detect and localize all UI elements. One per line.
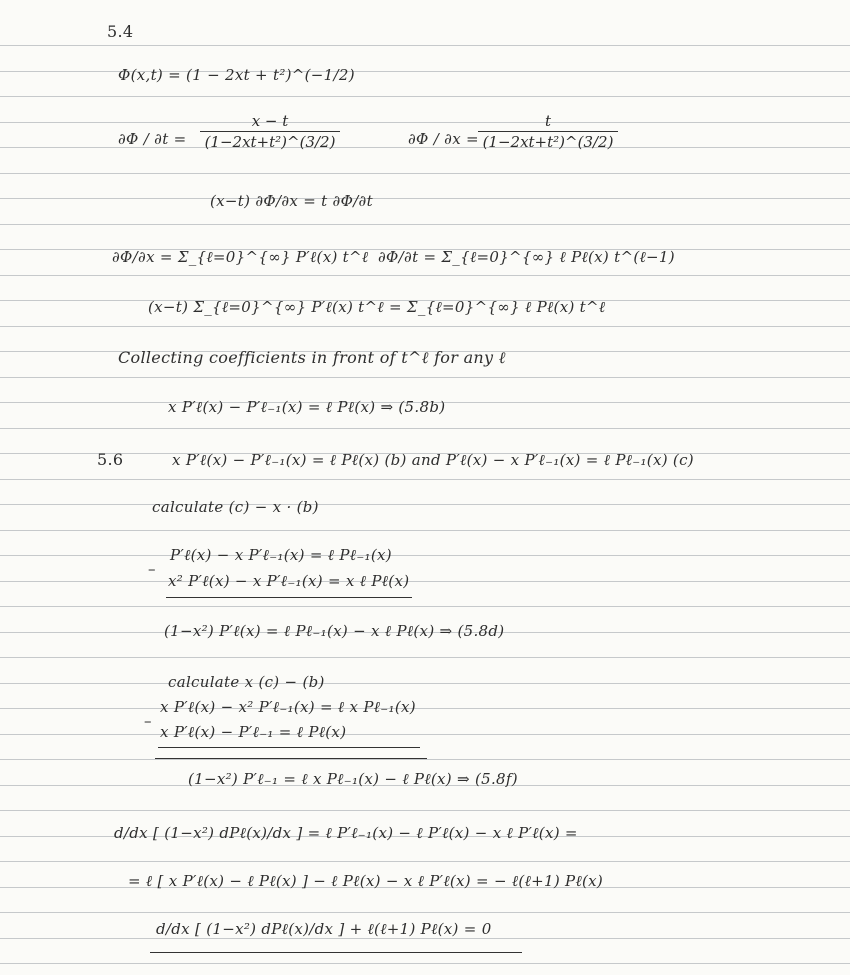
generating-function: Φ(x,t) = (1 − 2xt + t²)^(−1/2) (118, 66, 355, 84)
final-underline (150, 952, 522, 953)
ruled-line (0, 122, 850, 123)
equation-5-8d: (1−x²) P′ℓ(x) = ℓ Pℓ₋₁(x) − x ℓ Pℓ(x) ⇒ (5.8d) (164, 622, 505, 640)
section-5-6: 5.6 (97, 450, 124, 469)
dphi-dx-fraction (478, 112, 618, 151)
ruled-line (0, 224, 850, 225)
step2-line-b: x P′ℓ(x) − P′ℓ₋₁ = ℓ Pℓ(x) (160, 723, 347, 741)
ruled-line (0, 45, 850, 46)
ruled-line (0, 861, 850, 862)
ruled-line (0, 555, 850, 556)
calculate-xc-minus-b: calculate x (c) − (b) (168, 673, 325, 691)
step2-underline-2 (155, 758, 427, 759)
ruled-line (0, 96, 850, 97)
subtraction-sign: – (148, 560, 156, 578)
ruled-line (0, 198, 850, 199)
dphi-dt-denominator: (1−2xt+t²)^(3/2) (200, 131, 340, 151)
equation-5-8f: (1−x²) P′ℓ₋₁ = ℓ x Pℓ₋₁(x) − ℓ Pℓ(x) ⇒ (5.8f) (188, 770, 518, 788)
dphi-dx-lhs: ∂Φ / ∂x = (408, 130, 479, 148)
ruled-line (0, 708, 850, 709)
ruled-line (0, 759, 850, 760)
ruled-line (0, 912, 850, 913)
step2-underline-1 (158, 747, 420, 748)
subtraction-sign-2: – (144, 712, 152, 730)
ruled-line (0, 530, 850, 531)
step1-underline (166, 597, 412, 598)
dphi-dt-lhs: ∂Φ / ∂t = (118, 130, 187, 148)
equation-5-8b: x P′ℓ(x) − P′ℓ₋₁(x) = ℓ Pℓ(x) ⇒ (5.8b) (168, 398, 446, 416)
calculate-c-minus-xb: calculate (c) − x · (b) (152, 498, 319, 516)
ruled-line (0, 810, 850, 811)
ruled-line (0, 275, 850, 276)
pde-relation: (x−t) ∂Φ/∂x = t ∂Φ/∂t (210, 192, 373, 210)
dphi-dt-numerator: x − t (251, 112, 289, 130)
step1-line-a: P′ℓ(x) − x P′ℓ₋₁(x) = ℓ Pℓ₋₁(x) (170, 546, 392, 564)
ruled-line (0, 606, 850, 607)
ruled-line (0, 581, 850, 582)
ruled-line (0, 326, 850, 327)
ruled-line (0, 479, 850, 480)
collecting-text: Collecting coefficients in front of t^ℓ for any ℓ (118, 348, 506, 367)
dphi-dx-denominator: (1−2xt+t²)^(3/2) (478, 131, 618, 151)
legendre-equation: d/dx [ (1−x²) dPℓ(x)/dx ] + ℓ(ℓ+1) Pℓ(x) = 0 (156, 920, 492, 938)
ruled-line (0, 173, 850, 174)
dphi-dx-numerator: t (544, 112, 552, 130)
series-dphi-dt: ∂Φ/∂t = Σ_{ℓ=0}^{∞} ℓ Pℓ(x) t^(ℓ−1) (378, 248, 675, 266)
ruled-line (0, 428, 850, 429)
ruled-line (0, 963, 850, 964)
equations-b-and-c: x P′ℓ(x) − P′ℓ₋₁(x) = ℓ Pℓ(x) (b) and P′ℓ(x) − x P′ℓ₋₁(x) = ℓ Pℓ₋₁(x) (c) (172, 451, 694, 469)
ruled-line (0, 683, 850, 684)
step2-line-a: x P′ℓ(x) − x² P′ℓ₋₁(x) = ℓ x Pℓ₋₁(x) (160, 698, 416, 716)
step1-line-b: x² P′ℓ(x) − x P′ℓ₋₁(x) = x ℓ Pℓ(x) (168, 572, 410, 590)
series-equation: (x−t) Σ_{ℓ=0}^{∞} P′ℓ(x) t^ℓ = Σ_{ℓ=0}^{∞} ℓ Pℓ(x) t^ℓ (148, 298, 606, 316)
final-derivation-line-1: d/dx [ (1−x²) dPℓ(x)/dx ] = ℓ P′ℓ₋₁(x) − ℓ P′ℓ(x) − x ℓ P′ℓ(x) = (114, 824, 578, 842)
series-dphi-dx: ∂Φ/∂x = Σ_{ℓ=0}^{∞} P′ℓ(x) t^ℓ (112, 248, 369, 266)
dphi-dt-fraction (200, 112, 340, 151)
ruled-line (0, 734, 850, 735)
final-derivation-line-2: = ℓ [ x P′ℓ(x) − ℓ Pℓ(x) ] − ℓ Pℓ(x) − x ℓ P′ℓ(x) = − ℓ(ℓ+1) Pℓ(x) (128, 872, 604, 890)
ruled-line (0, 377, 850, 378)
ruled-line (0, 504, 850, 505)
section-5-4: 5.4 (107, 22, 134, 41)
ruled-line (0, 657, 850, 658)
